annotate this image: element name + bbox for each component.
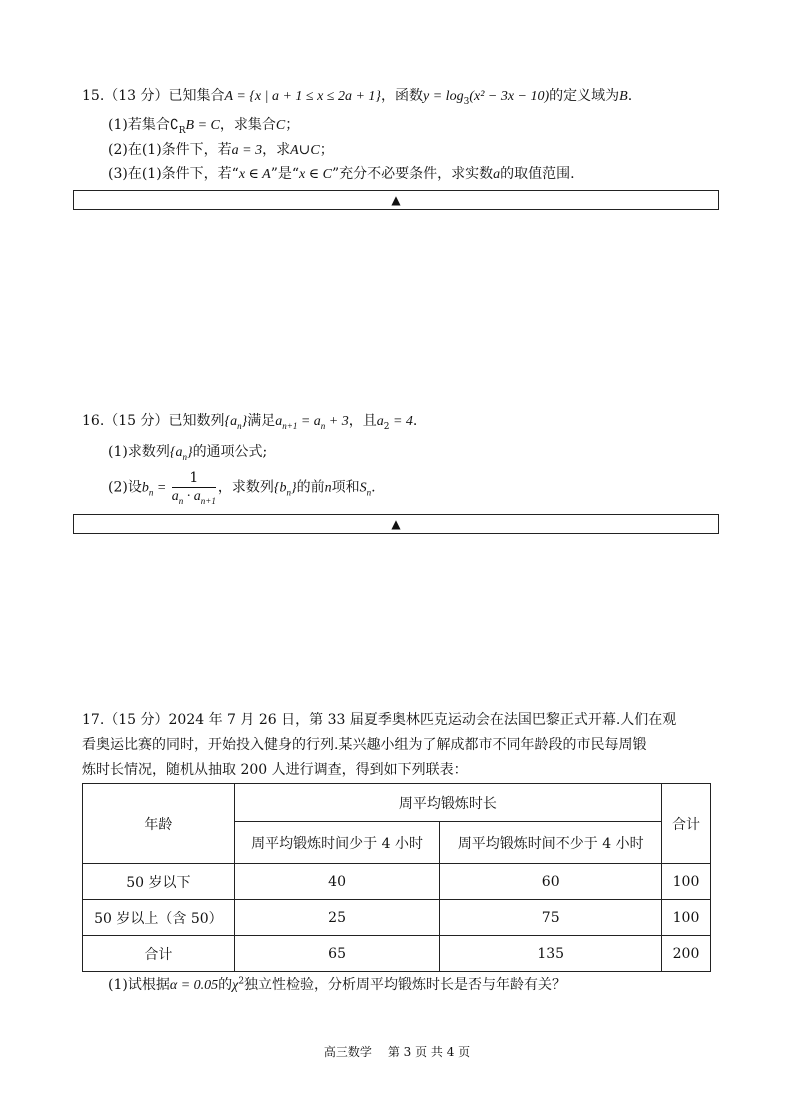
- q17-stem-line1: 17.（15 分）2024 年 7 月 26 日，第 33 届夏季奥林匹克运动会在法国巴黎正式开幕.人们在观: [82, 712, 677, 728]
- footer-subject: 高三数学: [323, 1045, 372, 1059]
- contingency-table: [82, 783, 711, 972]
- table-row: 50 岁以上（含 50） 25 75 100: [83, 900, 711, 936]
- q17-stem-line2: 看奥运比赛的同时，开始投入健身的行列.某兴趣小组为了解成都市不同年龄段的市民每周锻: [82, 737, 647, 753]
- page-footer: [0, 1043, 794, 1060]
- fraction: $\frac{1}{a_n \cdot a_{n+1}}$: [171, 470, 216, 506]
- q15-part1: (1)若集合$∁_RB = C$，求集合C；: [108, 117, 300, 136]
- q15-stem: 15.（13 分）已知集合A = {x | a + 1 ≤ x ≤ 2a + 1}，函数$y = \log_3(x^2 - 3x - 10)$的定义域为B.: [82, 88, 633, 107]
- q15-part3: (3)在(1)条件下，若“x ∈ A”是“x ∈ C”充分不必要条件，求实数a的取值范围.: [108, 166, 575, 182]
- answer-marker-icon: ▲: [391, 193, 401, 207]
- q15-answer-box[interactable]: [73, 190, 719, 210]
- q17-stem-line3: 炼时长情况，随机从抽取 200 人进行调查，得到如下列联表：: [82, 762, 468, 778]
- q16-stem: 16.（15 分）已知数列$\{a_n\}$满足$a_{n+1} = a_n + 3$，且$a_2 = 4$.: [82, 413, 418, 432]
- q17-part1: (1)试根据α = 0.05的$\chi^2$独立性检验，分析周平均锻炼时长是否与年龄有关？: [108, 976, 567, 993]
- table-row: 合计 65 135 200: [83, 936, 711, 972]
- q16-part2: (2)设$b_n$ = $\frac{1}{a_n \cdot a_{n+1}}$ ，求数列$\{b_n\}$的前n项和$S_n$.: [108, 470, 376, 506]
- header-group: 周平均锻炼时长: [234, 784, 661, 822]
- subheader-notless: 周平均锻炼时间不少于 4 小时: [440, 822, 662, 864]
- header-total: 合计: [662, 784, 711, 864]
- footer-page-number: 第 3 页 共 4 页: [387, 1045, 471, 1059]
- subheader-less: 周平均锻炼时间少于 4 小时: [234, 822, 440, 864]
- table-row: 50 岁以下 40 60 100: [83, 864, 711, 900]
- q15-part2: (2)在(1)条件下，若a = 3，求A∪C；: [108, 142, 334, 158]
- header-age: 年龄: [83, 784, 235, 864]
- q16-answer-box[interactable]: [73, 514, 719, 534]
- q16-part1: (1)求数列$\{a_n\}$的通项公式;: [108, 444, 268, 462]
- answer-marker-icon: ▲: [391, 517, 401, 531]
